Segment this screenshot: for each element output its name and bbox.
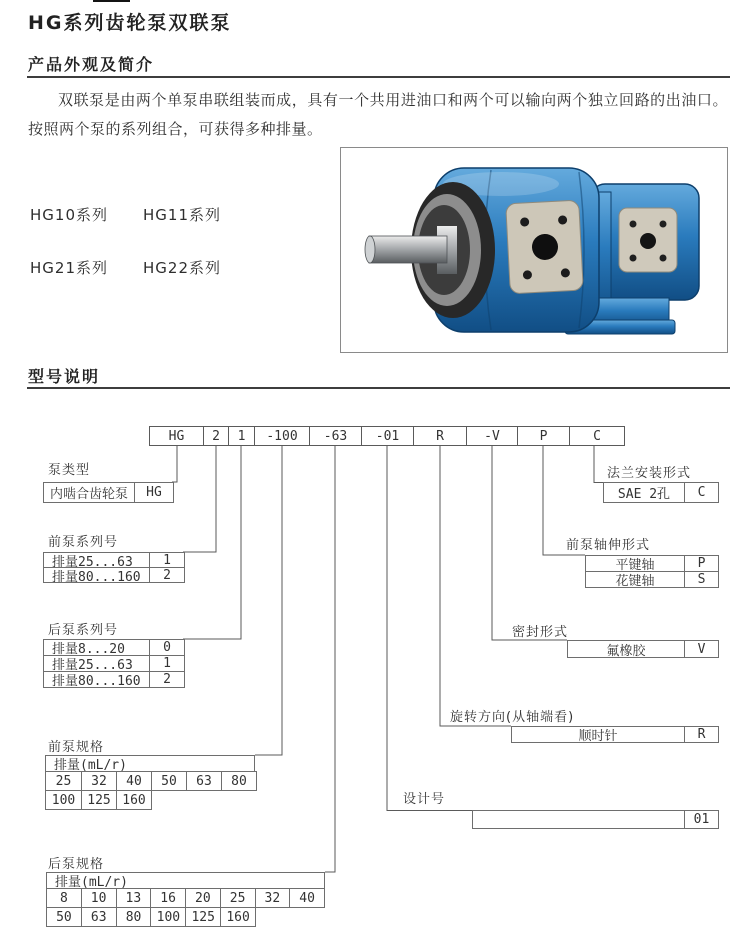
section-model-code-title: 型号说明 [28,367,101,386]
table-cell: 25 [220,889,255,907]
model-code-segment: P [517,427,569,445]
table-cell: 排量80...160 [52,569,141,582]
rear-series-row [43,671,185,688]
table-cell: 32 [255,889,290,907]
rear-spec-row1 [46,888,325,908]
front-series-row [43,567,185,583]
series-item-hg21: HG21系列 [30,259,108,277]
table-cell: 顺时针 [578,729,618,742]
front-series-label: 前泵系列号 [48,535,119,550]
table-cell: 平键轴 [615,558,655,571]
pump-photo-illustration [341,148,727,352]
model-code-segment: C [569,427,624,445]
intro-paragraph: 双联泵是由两个单泵串联组装而成，具有一个共用进油口和两个可以输向两个独立回路的出油口。按照两个泵的系列组合，可获得多种排量。 [28,91,728,138]
shaft-type-label: 前泵轴伸形式 [566,538,651,553]
table-cell: 20 [185,889,220,907]
design-number-table [472,810,719,829]
table-cell: 160 [220,908,255,926]
table-cell: 花键轴 [615,574,655,587]
table-cell: 40 [116,772,151,790]
model-code-segment: -01 [361,427,413,445]
model-code-segment: -V [466,427,517,445]
table-header-cell: 排量(mL/r) [54,758,127,771]
model-code-segment: -63 [309,427,361,445]
seal-type-table [567,640,719,658]
series-item-hg11: HG11系列 [143,206,221,224]
table-cell: 160 [116,791,151,809]
model-code-row [149,426,625,446]
top-edge-mark [93,0,130,2]
table-cell: 32 [81,772,116,790]
table-cell: 80 [221,772,256,790]
table-cell: 100 [51,792,76,808]
table-cell: 2 [149,568,184,582]
table-cell: HG [134,483,173,502]
table-header-cell: 排量(mL/r) [55,875,128,888]
table-cell: 16 [150,889,185,907]
section-divider [27,76,730,78]
table-cell: 125 [185,908,220,926]
table-cell: SAE 2孔 [617,487,671,502]
table-cell: 氟橡胶 [606,643,646,657]
section-product-overview-title: 产品外观及简介 [28,55,155,74]
product-photo-frame [340,147,728,353]
table-cell: 10 [81,889,116,907]
model-code-segment: R [413,427,466,445]
seal-type-label: 密封形式 [512,625,569,640]
table-cell: 125 [81,791,116,809]
table-cell: P [684,556,718,571]
table-cell: 50 [56,909,72,925]
shaft-type-row [585,555,719,572]
rear-series-label: 后泵系列号 [48,623,119,638]
table-cell: 排量8...20 [52,642,125,655]
table-cell: 8 [59,890,68,906]
table-cell: 50 [151,772,186,790]
rear-spec-row2 [46,907,256,927]
table-cell: V [684,641,718,657]
model-code-segment: 1 [228,427,254,445]
table-cell: 1 [149,553,184,567]
section-divider-2 [27,387,730,389]
front-spec-row2 [45,790,152,810]
front-spec-header [45,755,255,772]
table-cell: S [684,572,718,587]
series-item-hg10: HG10系列 [30,206,108,224]
flange-label: 法兰安装形式 [607,466,692,481]
rear-spec-label: 后泵规格 [48,857,105,872]
rear-series-row [43,639,185,656]
table-cell: 13 [116,889,151,907]
table-cell: 100 [150,908,185,926]
table-cell: 63 [186,772,221,790]
table-cell: 40 [289,889,324,907]
rear-spec-header [46,872,325,889]
pump-type-table [43,482,174,503]
series-item-hg22: HG22系列 [143,259,221,277]
table-cell: 排量25...63 [52,554,133,567]
model-code-segment: HG [168,428,185,444]
front-spec-row1 [45,771,257,791]
model-code-segment: 2 [203,427,228,445]
table-cell: 01 [684,811,718,828]
table-cell: 排量80...160 [52,674,141,687]
flange-table [603,482,719,503]
table-cell: 25 [55,773,72,789]
front-series-row [43,552,185,568]
table-cell [473,811,684,828]
rotation-table [511,726,719,743]
shaft-type-row [585,571,719,588]
design-number-label: 设计号 [403,792,446,807]
table-cell: 2 [149,672,184,687]
table-cell: 0 [149,640,184,655]
rear-series-row [43,655,185,672]
table-cell: 63 [81,908,116,926]
front-spec-label: 前泵规格 [48,740,105,755]
table-cell: 80 [116,908,151,926]
page-title: HG系列齿轮泵双联泵 [28,12,232,34]
pump-type-label: 泵类型 [48,463,91,478]
table-cell: 排量25...63 [52,658,133,671]
table-cell: R [684,727,718,742]
model-code-segment: -100 [254,427,309,445]
table-cell: 内啮合齿轮泵 [49,487,128,502]
table-cell: C [684,483,718,502]
table-cell: 1 [149,656,184,671]
rotation-label: 旋转方向(从轴端看) [450,710,575,725]
